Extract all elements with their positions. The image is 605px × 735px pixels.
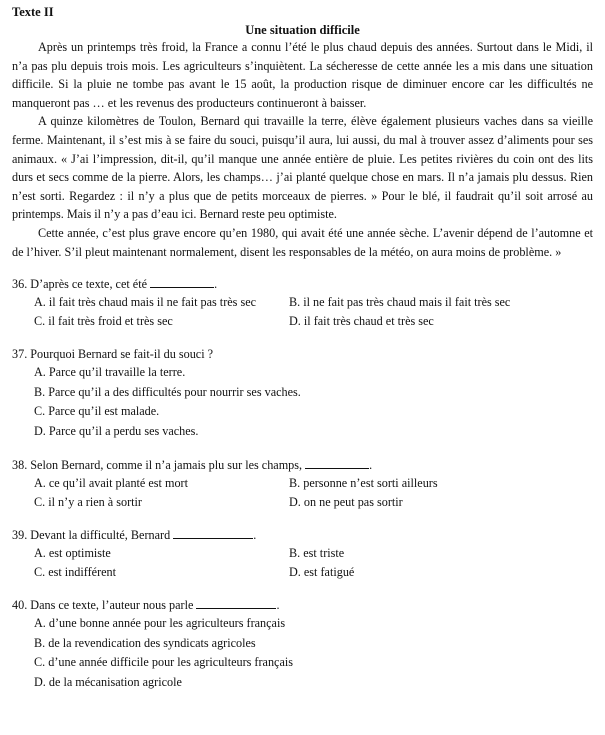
- question-stem: [12, 345, 593, 363]
- option-c[interactable]: C. il fait très froid et très sec: [34, 313, 173, 328]
- answer-blank[interactable]: [173, 528, 253, 539]
- question-text: Selon Bernard, comme il n’a jamais plu sur les champs,: [30, 458, 303, 473]
- question-text: D’après ce texte, cet été: [30, 277, 148, 292]
- paragraph-1: Après un printemps très froid, la France a connu l’été le plus chaud depuis des années. Surtout dans le Midi, il n’a pas plu depuis trois mois. Les agriculteurs s’inquiètent. La sécheresse de cette année les a mis dans une situation difficile. Si la pluie ne tombe pas avant le 15 août, la production risque de diminuer encore car les difficultés ne manqueront pas … et les revenus des producteurs continueront à baisser.: [12, 40, 593, 110]
- option-d[interactable]: D. Parce qu’il a perdu ses vaches.: [34, 423, 199, 438]
- option-b[interactable]: B. est triste: [289, 546, 345, 561]
- option-a[interactable]: A. Parce qu’il travaille la terre.: [34, 364, 186, 379]
- question-39: [12, 526, 593, 581]
- question-number: 38.: [12, 458, 28, 473]
- option-a[interactable]: A. il fait très chaud mais il ne fait pas très sec: [34, 295, 257, 310]
- question-text: Dans ce texte, l’auteur nous parle: [30, 597, 194, 612]
- question-number: 40.: [12, 597, 28, 612]
- option-grid: [12, 293, 593, 330]
- option-grid: [12, 474, 593, 511]
- question-tail: .: [276, 597, 280, 612]
- option-d[interactable]: D. est fatigué: [289, 564, 355, 579]
- question-38: [12, 456, 593, 511]
- option-b[interactable]: B. Parce qu’il a des difficultés pour nourrir ses vaches.: [34, 384, 301, 399]
- question-text: Pourquoi Bernard se fait-il du souci ?: [30, 346, 214, 361]
- question-stem: [12, 275, 593, 293]
- question-tail: .: [369, 458, 373, 473]
- question-text: Devant la difficulté, Bernard: [30, 528, 171, 543]
- answer-blank[interactable]: [305, 458, 369, 469]
- option-grid: [12, 544, 593, 581]
- answer-blank[interactable]: [196, 598, 276, 609]
- section-label: Texte II: [12, 5, 54, 19]
- question-number: 39.: [12, 528, 28, 543]
- option-b[interactable]: B. personne n’est sorti ailleurs: [289, 476, 438, 491]
- option-list: [12, 363, 593, 441]
- option-a[interactable]: A. est optimiste: [34, 546, 111, 561]
- option-c[interactable]: C. il n’y a rien à sortir: [34, 494, 142, 509]
- option-d[interactable]: D. on ne peut pas sortir: [289, 494, 403, 509]
- question-37: [12, 345, 593, 441]
- reading-passage: [12, 38, 593, 261]
- option-b[interactable]: B. il ne fait pas très chaud mais il fait très sec: [289, 295, 511, 310]
- question-tail: .: [253, 528, 257, 543]
- option-c[interactable]: C. d’une année difficile pour les agriculteurs français: [34, 655, 293, 670]
- question-list: [12, 275, 593, 692]
- option-b[interactable]: B. de la revendication des syndicats agricoles: [34, 635, 256, 650]
- answer-blank[interactable]: [150, 277, 214, 288]
- question-stem: [12, 526, 593, 544]
- paragraph-2: A quinze kilomètres de Toulon, Bernard qui travaille la terre, élève également plusieurs vaches dans sa vieille ferme. Maintenant, il s’est mis à se faire du souci, puisqu’il aura, lui aussi, du mal à trouver assez d’aliments pour ses animaux. « J’ai l’impression, dit-il, qu’il manque une année entière de pluie. Les petites rivières du coin ont des lits durs et secs comme de la pierre. Alors, les champs… j’ai planté quelque chose en mars. Il n’a jamais plu dessus. Rien n’est sorti. Regardez : il n’y a plus que de petits morceaux de pierres. » Pour le blé, il faudrait qu’il soit arrosé au printemps. Mais il n’y a pas d’eau ici. Bernard reste peu optimiste.: [12, 114, 593, 222]
- option-c[interactable]: C. Parce qu’il est malade.: [34, 404, 160, 419]
- question-40: [12, 596, 593, 692]
- paragraph-3: Cette année, c’est plus grave encore qu’en 1980, qui avait été une année sèche. L’avenir dépend de l’automne et de l’hiver. S’il pleut maintenant normalement, disent les responsables de la météo, on aura moins de problème. »: [12, 225, 593, 259]
- option-c[interactable]: C. est indifférent: [34, 564, 117, 579]
- question-number: 37.: [12, 346, 28, 361]
- question-number: 36.: [12, 277, 28, 292]
- question-stem: [12, 596, 593, 614]
- question-tail: .: [214, 277, 218, 292]
- question-36: [12, 275, 593, 330]
- text-title: Une situation difficile: [245, 23, 360, 37]
- option-a[interactable]: A. d’une bonne année pour les agriculteurs français: [34, 615, 286, 630]
- option-a[interactable]: A. ce qu’il avait planté est mort: [34, 476, 188, 491]
- question-stem: [12, 456, 593, 474]
- option-d[interactable]: D. de la mécanisation agricole: [34, 674, 182, 689]
- option-list: [12, 614, 593, 692]
- option-d[interactable]: D. il fait très chaud et très sec: [289, 313, 434, 328]
